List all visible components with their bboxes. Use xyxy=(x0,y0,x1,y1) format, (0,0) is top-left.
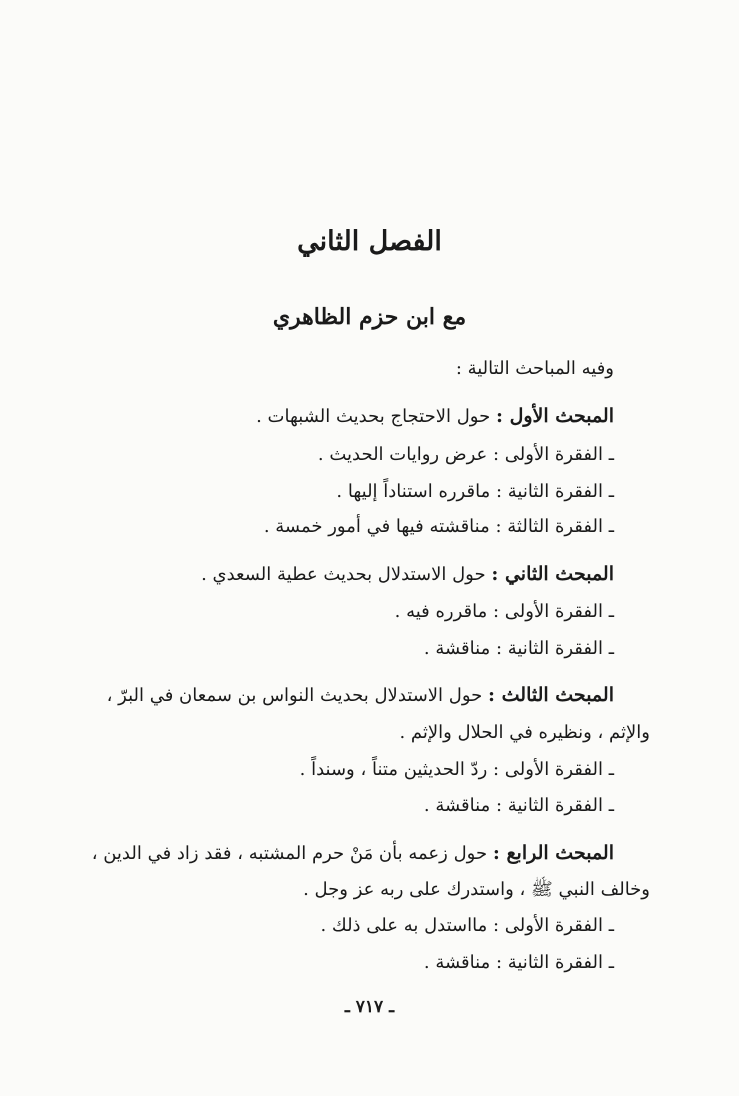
section-1-item-2: ـ الفقرة الثانية : ماقرره استناداً إليها . xyxy=(336,481,614,502)
section-3-continuation: والإثم ، ونظيره في الحلال والإثم . xyxy=(399,722,650,743)
chapter-title: الفصل الثاني xyxy=(297,226,442,257)
section-2-text: حول الاستدلال بحديث عطية السعدي . xyxy=(201,564,492,585)
intro-line: وفيه المباحث التالية : xyxy=(455,358,614,379)
section-4-heading: المبحث الرابع : xyxy=(492,842,614,864)
chapter-subtitle: مع ابن حزم الظاهري xyxy=(272,304,467,330)
section-1-line xyxy=(256,403,614,430)
section-1-text: حول الاحتجاج بحديث الشبهات . xyxy=(256,406,496,427)
section-3-text: حول الاستدلال بحديث النواس بن سمعان في البرّ ، xyxy=(106,685,488,706)
section-4-item-2: ـ الفقرة الثانية : مناقشة . xyxy=(423,952,614,973)
section-1-item-3: ـ الفقرة الثالثة : مناقشته فيها في أمور خمسة . xyxy=(263,516,614,537)
section-3-item-2: ـ الفقرة الثانية : مناقشة . xyxy=(423,795,614,816)
section-2-item-2: ـ الفقرة الثانية : مناقشة . xyxy=(423,638,614,659)
section-4-text: حول زعمه بأن مَنْ حرم المشتبه ، فقد زاد في الدين ، xyxy=(91,843,493,864)
section-1-heading: المبحث الأول : xyxy=(495,405,614,427)
section-3-heading: المبحث الثالث : xyxy=(488,684,614,706)
section-4-line xyxy=(92,840,614,867)
section-3-line xyxy=(107,682,614,709)
page-number: ـ ٧١٧ ـ xyxy=(344,997,395,1017)
section-4-item-1: ـ الفقرة الأولى : مااستدل به على ذلك . xyxy=(320,915,614,936)
section-2-item-1: ـ الفقرة الأولى : ماقرره فيه . xyxy=(394,601,614,622)
section-1-item-1: ـ الفقرة الأولى : عرض روايات الحديث . xyxy=(317,444,614,465)
section-2-line xyxy=(201,561,614,588)
section-4-continuation: وخالف النبي ﷺ ، واستدرك على ربه عز وجل . xyxy=(303,879,650,900)
section-3-item-1: ـ الفقرة الأولى : ردّ الحديثين متناً ، وسنداً . xyxy=(299,759,614,780)
section-2-heading: المبحث الثاني : xyxy=(491,563,614,585)
